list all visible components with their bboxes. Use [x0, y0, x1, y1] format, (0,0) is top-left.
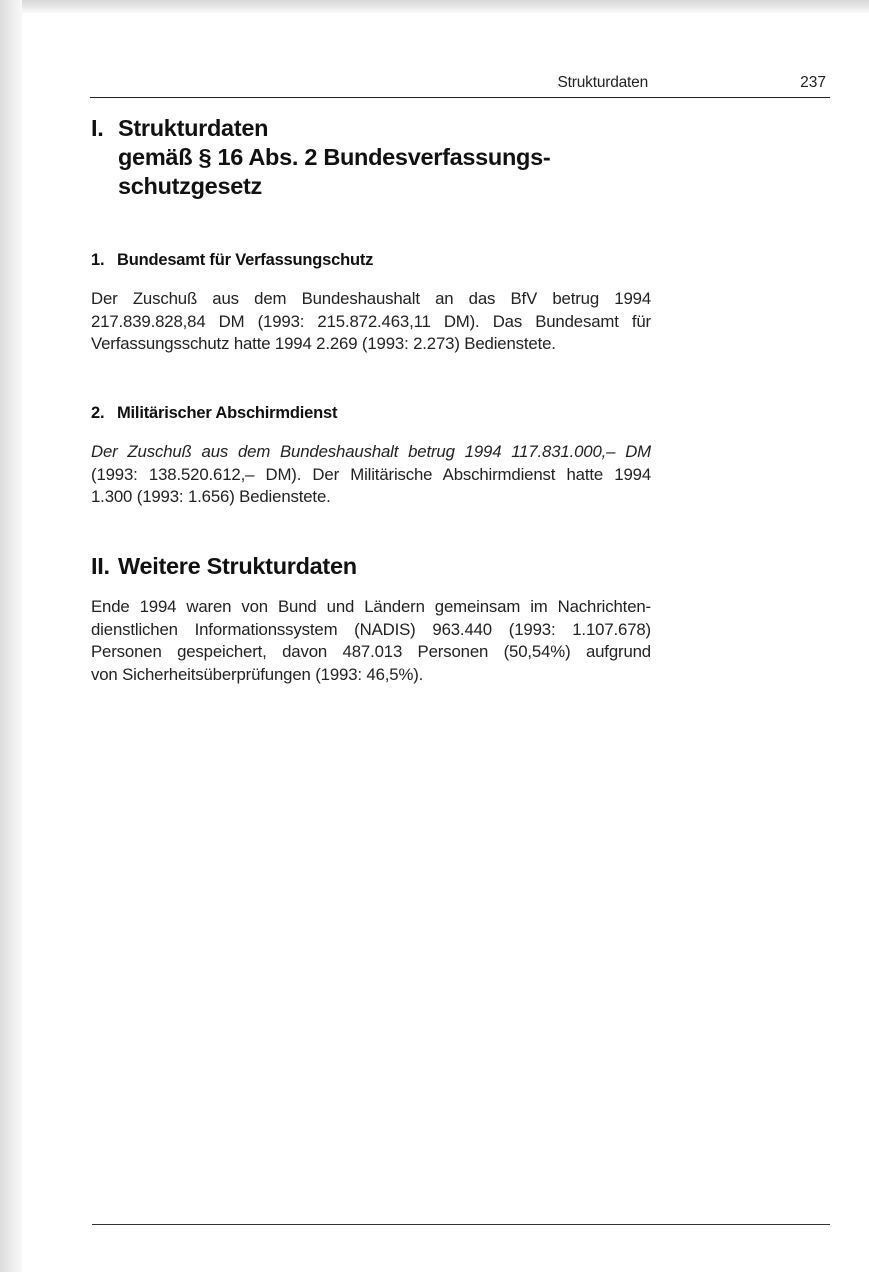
section-heading-mad — [91, 404, 337, 423]
header-rule — [90, 97, 830, 98]
running-title: Strukturdaten — [557, 74, 648, 91]
paragraph-line: Verfassungsschutz hatte 1994 2.269 (1993: 2.273) Bedienstete. — [91, 334, 556, 353]
section-paragraph-mad — [91, 441, 651, 509]
chapter-title-line-2: gemäß § 16 Abs. 2 Bundesverfassungs- — [118, 144, 551, 170]
section-number: 1. — [91, 251, 105, 269]
chapter-number: I. — [91, 115, 104, 141]
paragraph-line: von Sicherheitsüberprüfungen (1993: 46,5%). — [91, 664, 424, 684]
running-head — [90, 74, 828, 96]
part-title-text: Weitere Strukturdaten — [118, 553, 357, 579]
paragraph-line: (1993: 138.520.612,– DM). Der Militärische Abschirmdienst hatte 1994 — [91, 464, 651, 484]
chapter-title-line-1: I. Strukturdaten — [91, 115, 269, 141]
chapter-title-line-3: schutzgesetz — [118, 173, 262, 199]
paragraph-line: Ende 1994 waren von Bund und Ländern gemeinsam im Nachrichten- — [91, 597, 651, 616]
paragraph-line: Personen gespeichert, davon 487.013 Personen (50,54%) aufgrund — [91, 642, 651, 661]
section-number: 2. — [91, 404, 105, 422]
footer-rule — [92, 1224, 830, 1225]
part-number: II. — [91, 553, 110, 579]
part-title — [91, 553, 357, 580]
section-title: Bundesamt für Verfassungschutz — [117, 251, 374, 269]
section-heading-bfv — [91, 251, 373, 270]
chapter-title — [91, 114, 550, 201]
paragraph-line: Der Zuschuß aus dem Bundeshaushalt betrug 1994 117.831.000,– DM — [91, 442, 651, 461]
paragraph-line: dienstlichen Informationssystem (NADIS) 963.440 (1993: 1.107.678) — [91, 619, 651, 639]
paragraph-line: Der Zuschuß aus dem Bundeshaushalt an das BfV betrug 1994 — [91, 289, 651, 308]
page-number: 237 — [800, 74, 826, 91]
paragraph-line: 217.839.828,84 DM (1993: 215.872.463,11 DM). Das Bundesamt für — [91, 311, 651, 331]
part2-paragraph — [91, 596, 651, 686]
section-paragraph-bfv — [91, 288, 651, 356]
section-title: Militärischer Abschirmdienst — [117, 404, 338, 422]
paragraph-line: 1.300 (1993: 1.656) Bedienstete. — [91, 487, 331, 506]
